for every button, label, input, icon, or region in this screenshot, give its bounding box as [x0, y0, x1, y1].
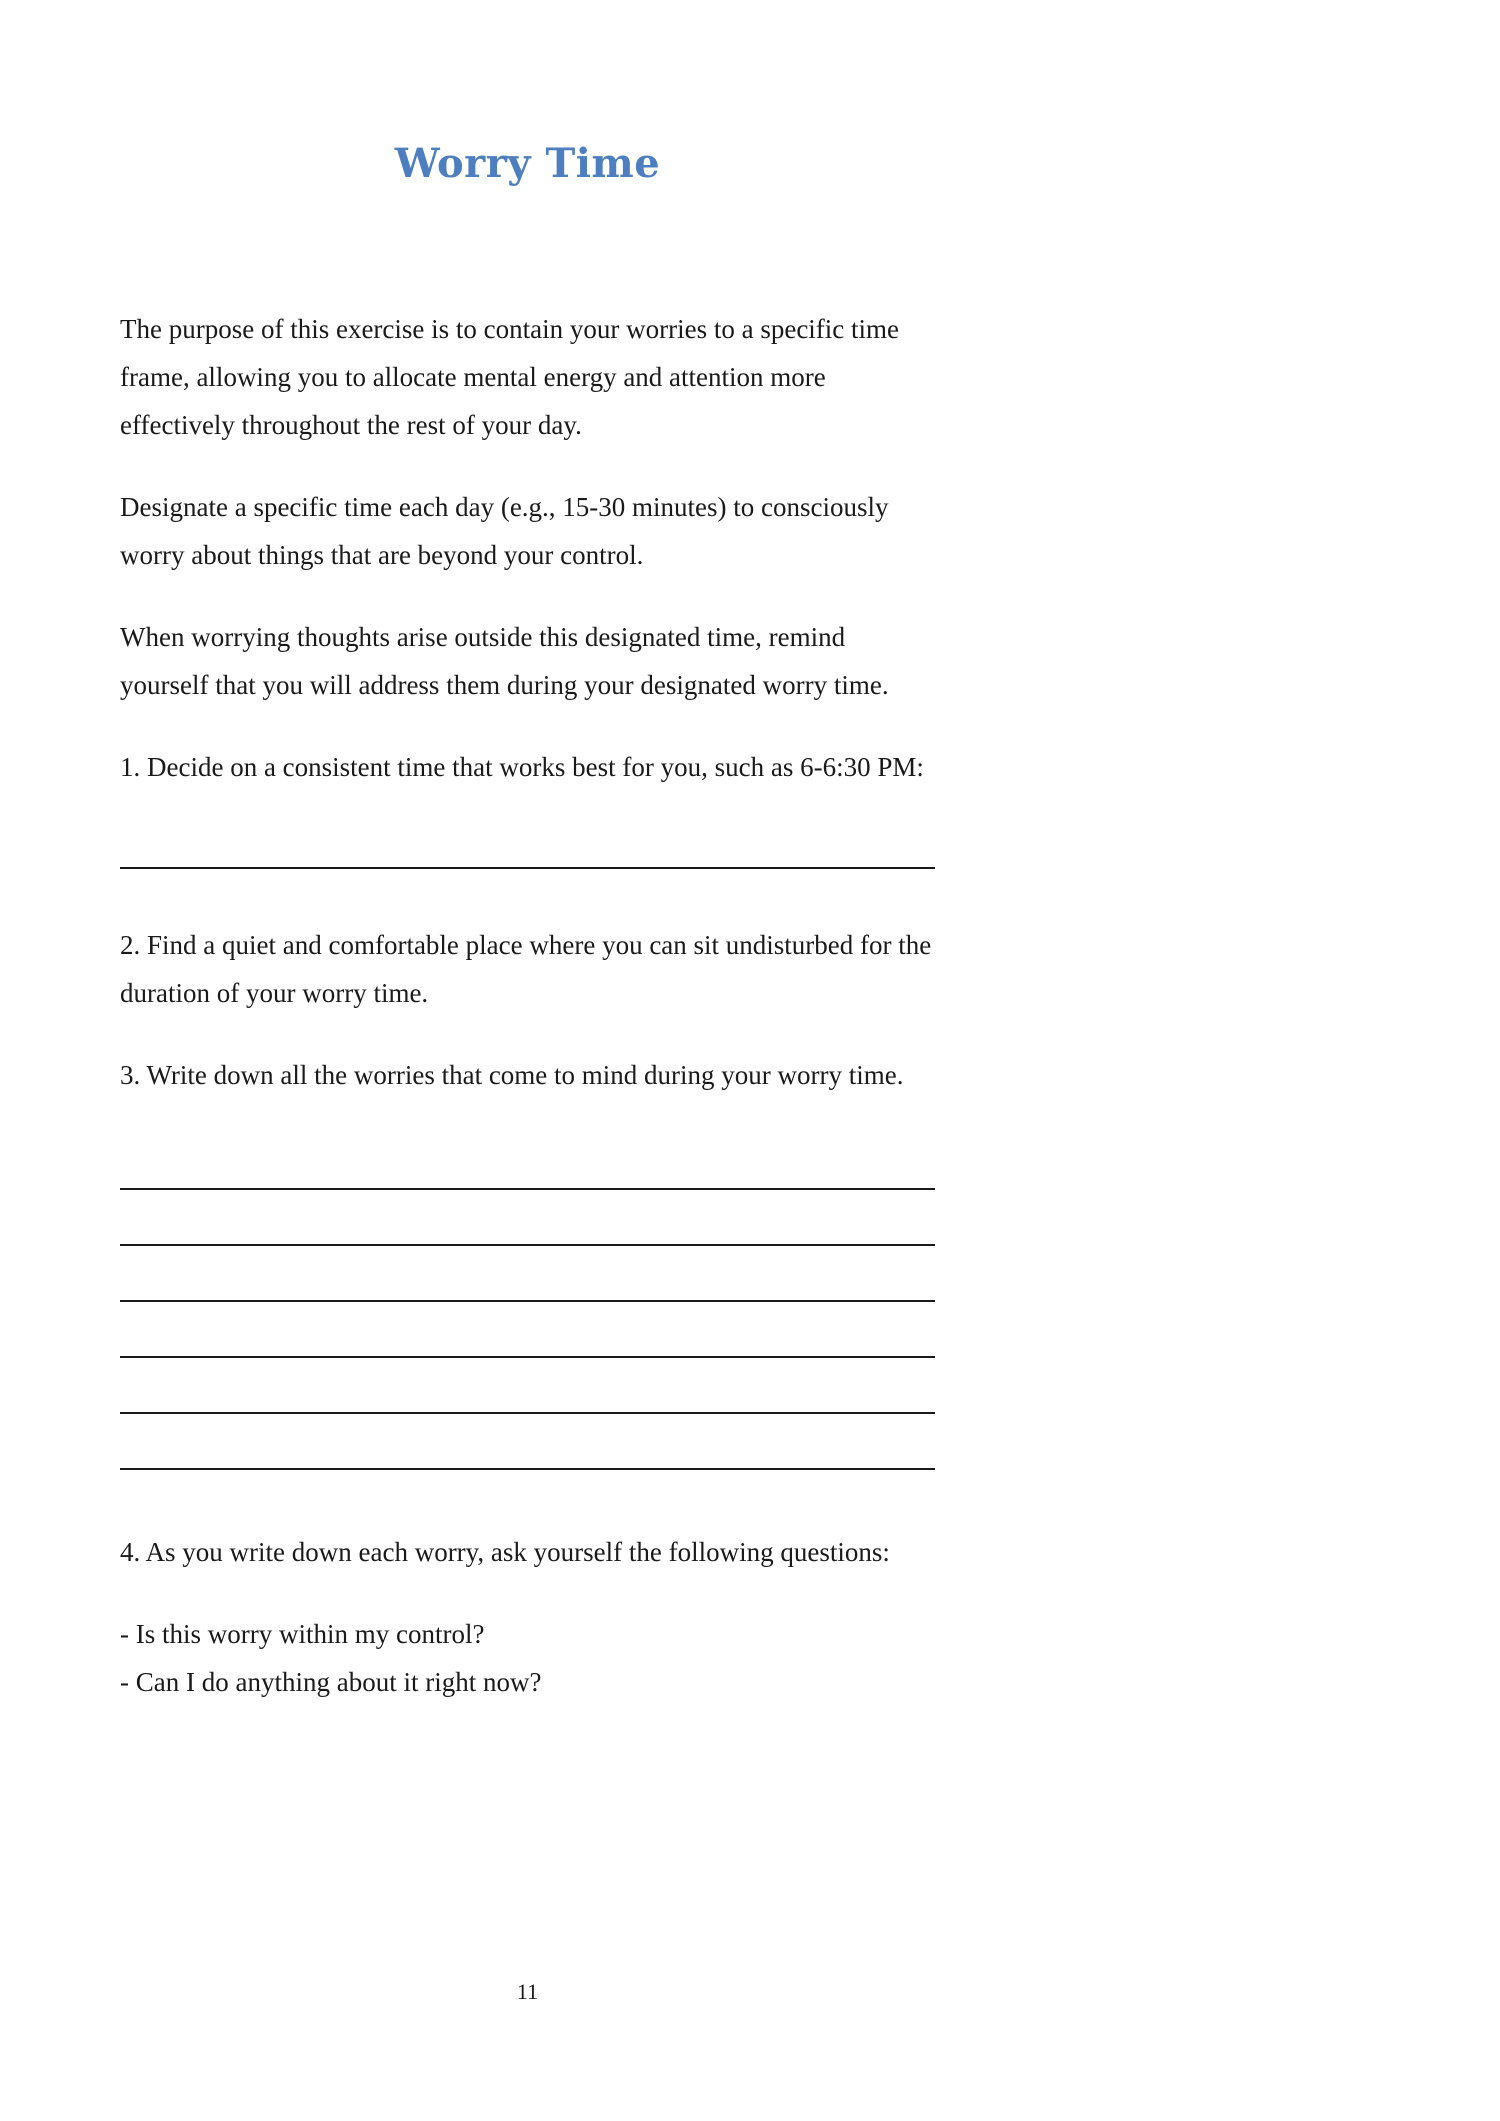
reflection-questions: [120, 1610, 935, 1706]
writing-line: [120, 1134, 935, 1190]
worry-writing-lines: [120, 1134, 935, 1470]
writing-line: [120, 1190, 935, 1246]
question-action: - Can I do anything about it right now?: [120, 1666, 542, 1697]
page-number: 11: [516, 1979, 539, 2004]
writing-line: [120, 1414, 935, 1470]
page-title: Worry Time: [394, 140, 661, 187]
writing-line: [120, 1302, 935, 1358]
reminder-paragraph: When worrying thoughts arise outside this designated time, remind yourself that you will address them during your designated worry time.: [120, 622, 889, 701]
page-content: [120, 0, 935, 1706]
step-1-text: 1. Decide on a consistent time that works best for you, such as 6-6:30 PM:: [120, 752, 924, 783]
intro-paragraph: The purpose of this exercise is to contain your worries to a specific time frame, allowing you to allocate mental energy and attention more effectively throughout the rest of your day.: [120, 314, 900, 441]
writing-line: [120, 1246, 935, 1302]
designate-time-paragraph: Designate a specific time each day (e.g., 15-30 minutes) to consciously worry about things that are beyond your control.: [120, 492, 889, 571]
step-4-text: 4. As you write down each worry, ask yourself the following questions:: [120, 1536, 890, 1567]
step-2-text: 2. Find a quiet and comfortable place where you can sit undisturbed for the duration of your worry time.: [120, 930, 932, 1009]
question-control: - Is this worry within my control?: [120, 1618, 485, 1649]
writing-line: [120, 1358, 935, 1414]
writing-line-time: [120, 825, 935, 869]
step-3-text: 3. Write down all the worries that come to mind during your worry time.: [120, 1060, 904, 1091]
